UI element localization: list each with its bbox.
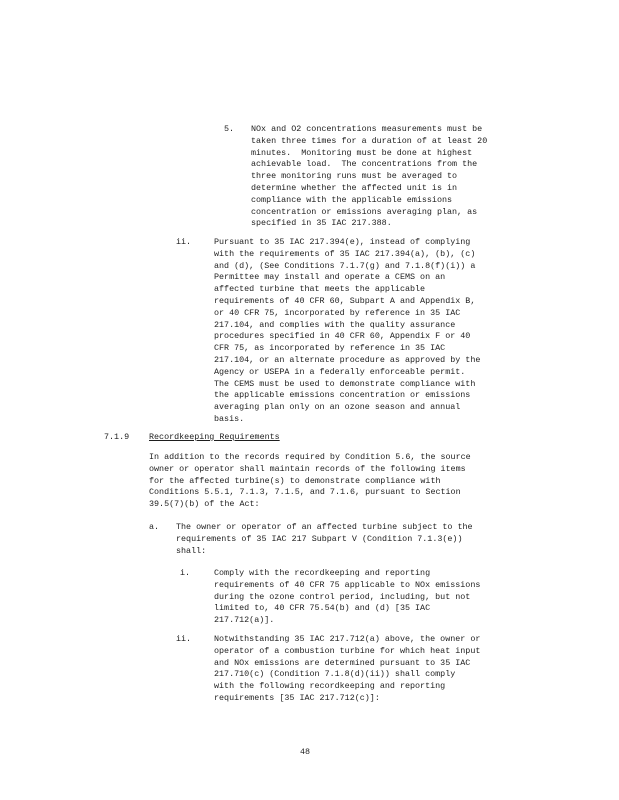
text-line: requirements of 40 CFR 75 applicable to NOx emissions — [214, 579, 481, 590]
text-line: the applicable emissions concentration or emissions — [214, 390, 471, 401]
text-line: The CEMS must be used to demonstrate compliance with — [214, 378, 476, 389]
item-5-text — [251, 124, 487, 230]
text-line: affected turbine that meets the applicable — [214, 284, 426, 295]
item-a-text — [176, 522, 473, 557]
text-line: requirements of 35 IAC 217 Subpart V (Condition 7.1.3(e)) — [176, 533, 463, 544]
section-title: Recordkeeping Requirements — [149, 432, 280, 442]
item-a-ii-marker: ii. — [176, 634, 192, 644]
text-line: 217.710(c) (Condition 7.1.8(d)(ii)) shall comply — [214, 669, 456, 680]
item-ii-text — [214, 237, 480, 426]
text-line: procedures specified in 40 CFR 60, Appendix F or 40 — [214, 331, 471, 342]
text-line: with the following recordkeeping and reporting — [214, 681, 446, 692]
text-line: with the requirements of 35 IAC 217.394(a), (b), (c) — [214, 248, 476, 259]
text-line: Comply with the recordkeeping and reporting — [214, 568, 431, 578]
text-line: owner or operator shall maintain records of the following items — [149, 463, 466, 474]
text-line: specified in 35 IAC 217.388. — [251, 218, 392, 229]
item-a-i-marker: i. — [180, 568, 191, 578]
text-line: 39.5(7)(b) of the Act: — [149, 499, 260, 510]
text-line: or 40 CFR 75, incorporated by reference in 35 IAC — [214, 307, 461, 318]
text-line: basis. — [214, 413, 245, 424]
text-line: minutes. Monitoring must be done at highest — [251, 147, 473, 158]
item-a-ii-text — [214, 634, 480, 705]
text-line: CFR 75, as incorporated by reference in 35 IAC — [214, 343, 446, 354]
item-5-marker: 5. — [224, 124, 235, 134]
text-line: NOx and O2 concentrations measurements must be — [251, 124, 483, 134]
text-line: determine whether the affected unit is in — [251, 182, 458, 193]
text-line: In addition to the records required by Condition 5.6, the source — [149, 452, 471, 462]
item-a-i-text — [214, 568, 480, 627]
text-line: 217.104, or an alternate procedure as approved by the — [214, 354, 481, 365]
text-line: for the affected turbine(s) to demonstrate compliance with — [149, 475, 441, 486]
text-line: Notwithstanding 35 IAC 217.712(a) above, the owner or — [214, 634, 481, 644]
page-number: 48 — [300, 747, 311, 757]
text-line: and (d), (See Conditions 7.1.7(g) and 7.1.8(f)(i)) a — [214, 260, 476, 271]
text-line: concentration or emissions averaging plan, as — [251, 206, 478, 217]
text-line: three monitoring runs must be averaged to — [251, 171, 458, 182]
text-line: limited to, 40 CFR 75.54(b) and (d) [35 IAC — [214, 603, 431, 614]
text-line: Permittee may install and operate a CEMS on an — [214, 272, 446, 283]
text-line: taken three times for a duration of at least 20 — [251, 135, 488, 146]
text-line: 217.104, and complies with the quality assurance — [214, 319, 456, 330]
text-line: 217.712(a)]. — [214, 615, 275, 626]
text-line: shall: — [176, 545, 207, 556]
text-line: requirements of 40 CFR 60, Subpart A and Appendix B, — [214, 295, 476, 306]
text-line: Conditions 5.5.1, 7.1.3, 7.1.5, and 7.1.6, pursuant to Section — [149, 487, 461, 498]
section-number: 7.1.9 — [104, 432, 130, 442]
text-line: compliance with the applicable emissions — [251, 194, 453, 205]
text-line: achievable load. The concentrations from the — [251, 159, 478, 170]
text-line: operator of a combustion turbine for which heat input — [214, 645, 481, 656]
section-intro — [149, 452, 471, 511]
item-ii-marker: ii. — [176, 237, 192, 247]
text-line: and NOx emissions are determined pursuant to 35 IAC — [214, 657, 471, 668]
text-line: averaging plan only on an ozone season and annual — [214, 402, 461, 413]
text-line: requirements [35 IAC 217.712(c)]: — [214, 692, 380, 703]
item-a-marker: a. — [149, 522, 160, 532]
text-line: The owner or operator of an affected turbine subject to the — [176, 522, 473, 532]
text-line: during the ozone control period, including, but not — [214, 591, 471, 602]
text-line: Agency or USEPA in a federally enforceable permit. — [214, 366, 466, 377]
text-line: Pursuant to 35 IAC 217.394(e), instead of complying — [214, 237, 471, 247]
